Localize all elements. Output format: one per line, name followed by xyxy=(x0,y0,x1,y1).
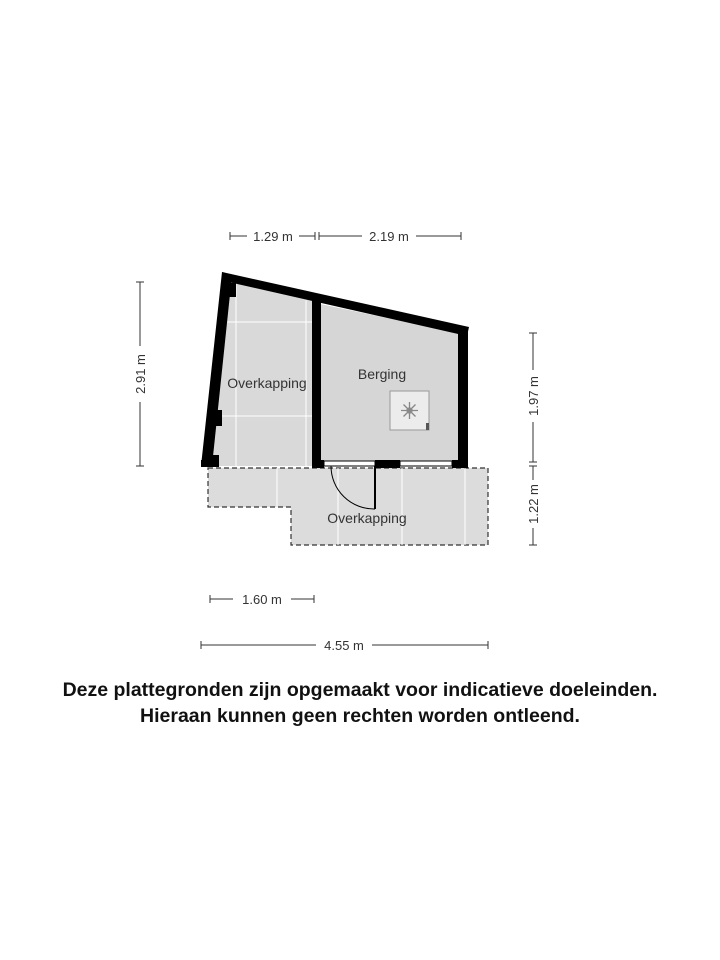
room-label-overkapping-left: Overkapping xyxy=(227,375,307,391)
terrace-area xyxy=(208,468,488,545)
dim-bottom-total: 4.55 m xyxy=(324,638,364,653)
room-label-berging: Berging xyxy=(357,366,407,382)
dim-top-left: 1.29 m xyxy=(253,229,293,244)
room-label-overkapping-bottom: Overkapping xyxy=(327,510,407,526)
dim-top-right: 2.19 m xyxy=(369,229,409,244)
dim-left-height: 2.91 m xyxy=(133,354,148,394)
dim-right-upper: 1.97 m xyxy=(526,376,541,416)
disclaimer-line-1: Deze plattegronden zijn opgemaakt voor indicatieve doeleinden. xyxy=(62,679,658,701)
dim-bottom-short: 1.60 m xyxy=(242,592,282,607)
disclaimer-line-2: Hieraan kunnen geen rechten worden ontleend. xyxy=(140,705,580,727)
fan-icon xyxy=(390,391,429,430)
dim-right-lower: 1.22 m xyxy=(526,484,541,524)
